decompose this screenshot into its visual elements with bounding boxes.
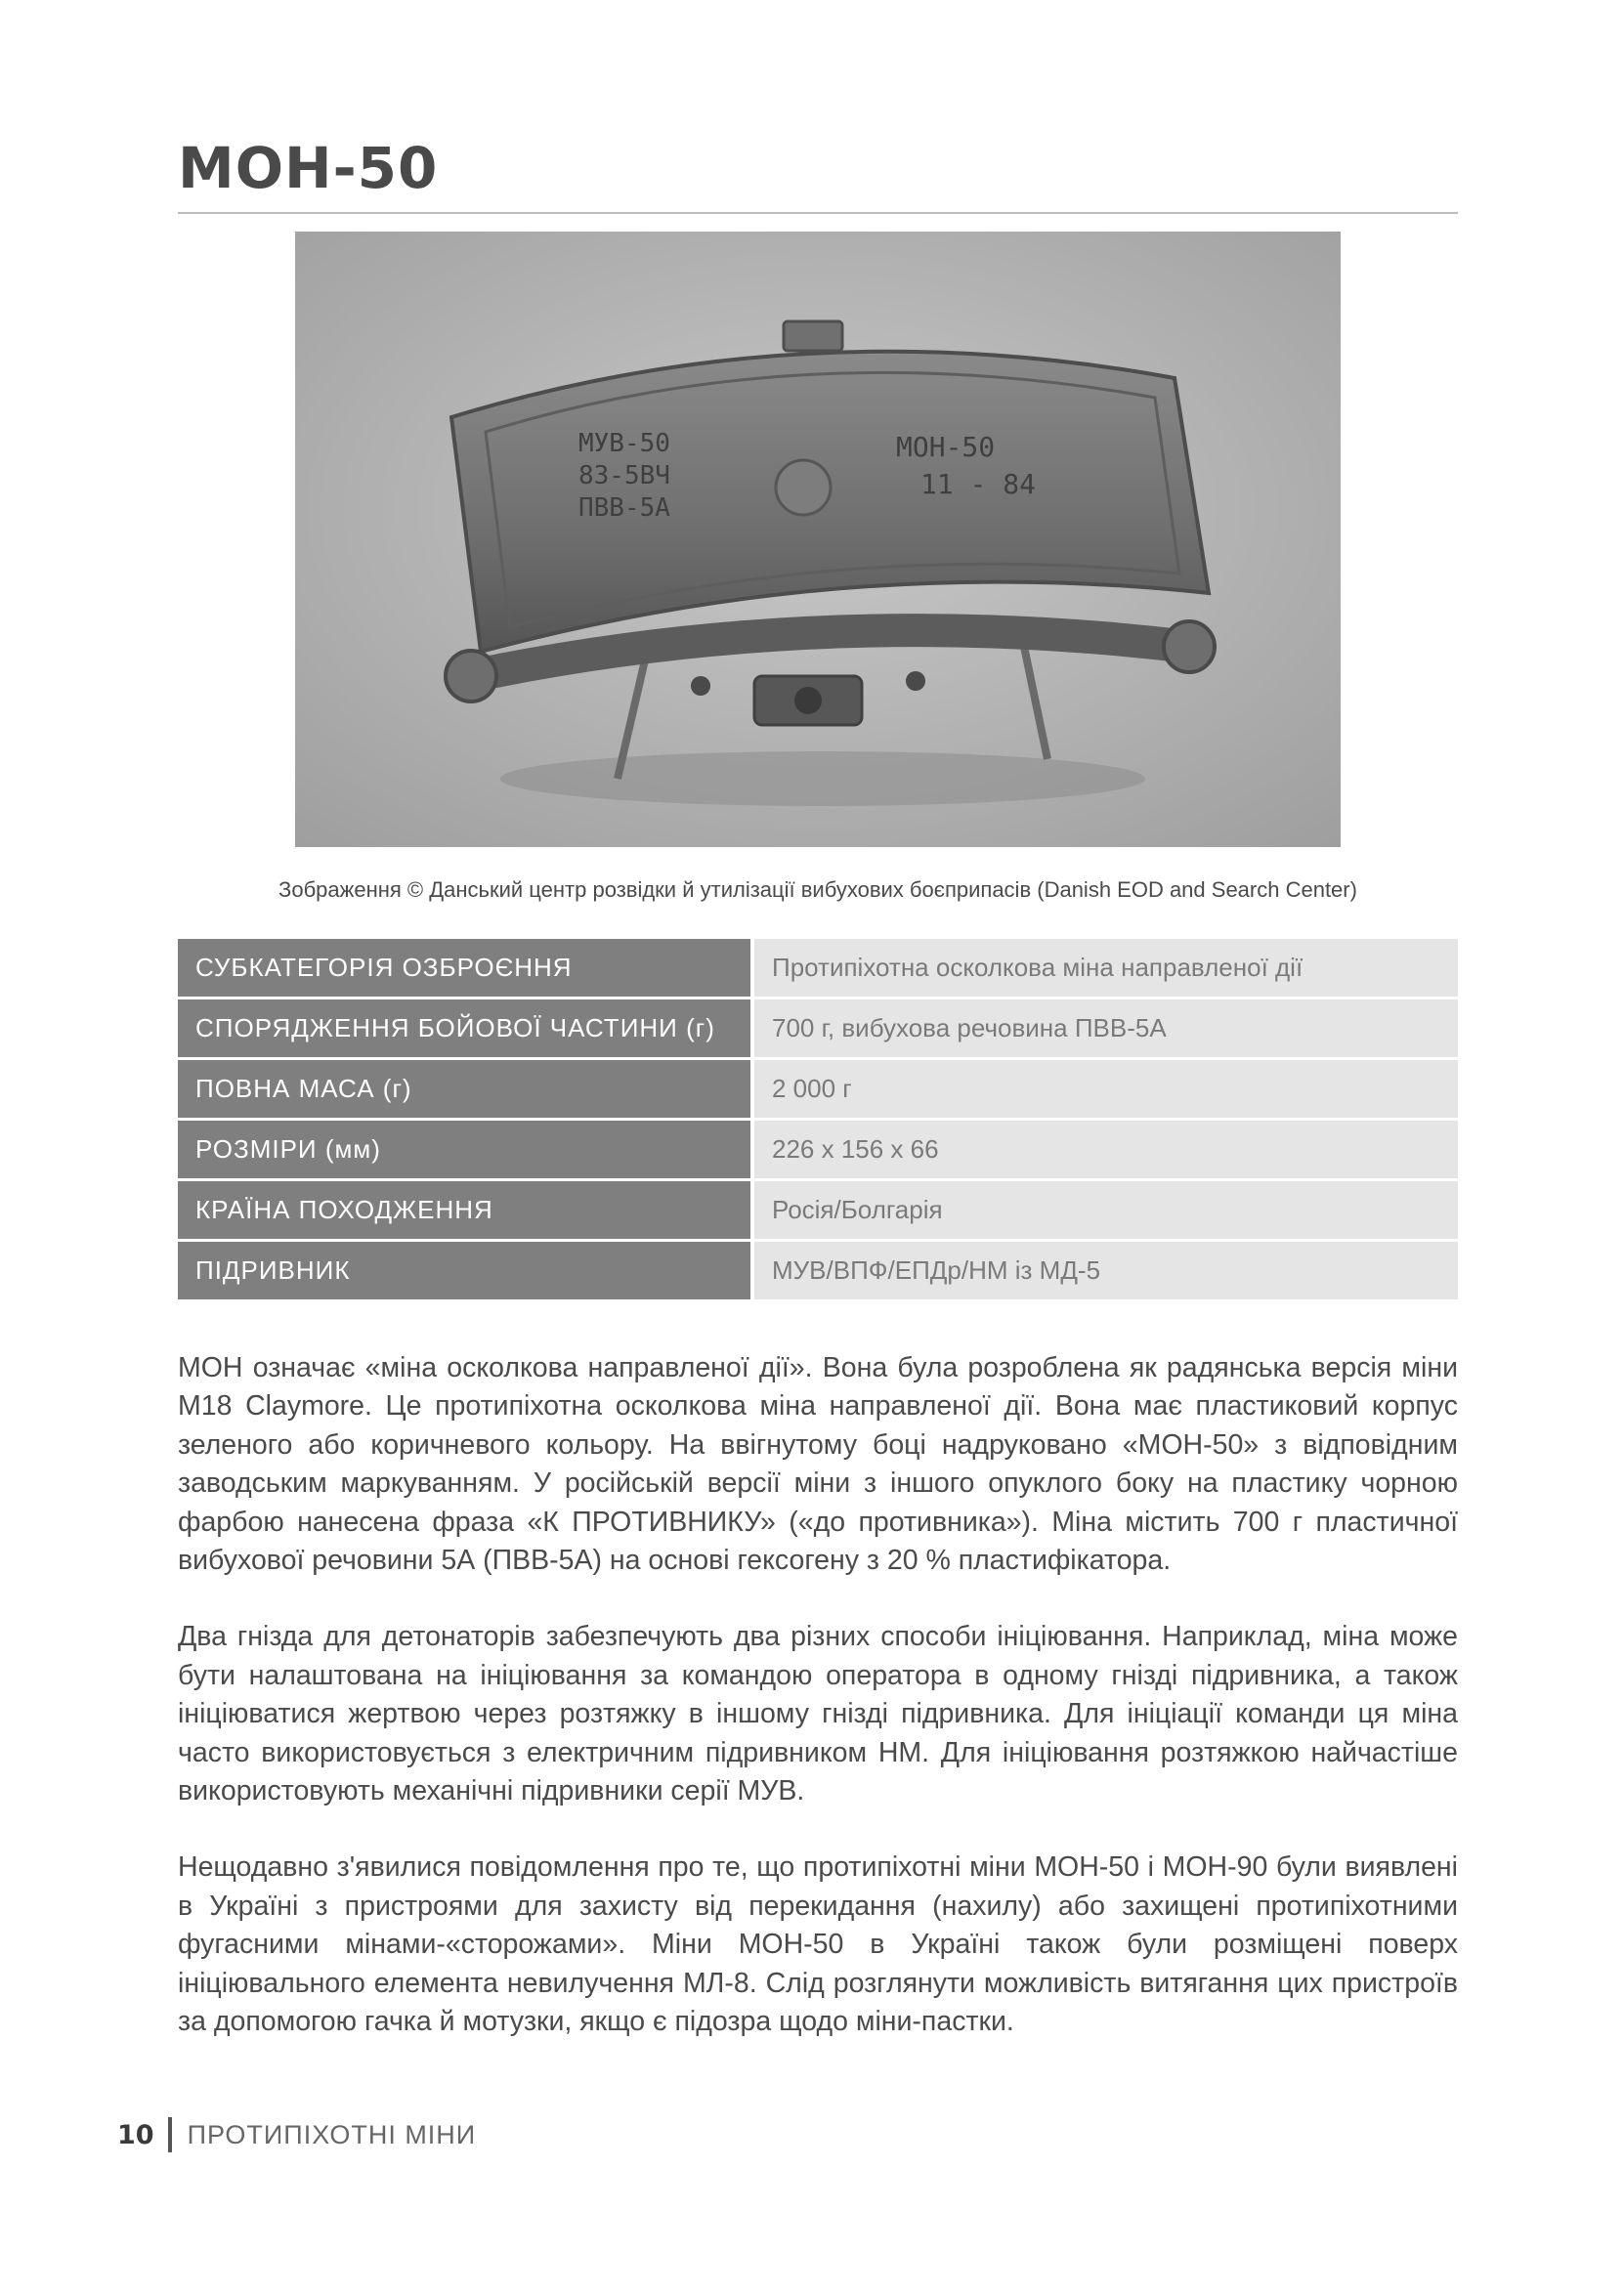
spec-key: СПОРЯДЖЕННЯ БОЙОВОЇ ЧАСТИНИ (г)	[178, 999, 750, 1057]
spec-value: Протипіхотна осколкова міна направленої дії	[750, 939, 1458, 997]
pivot-left	[446, 651, 496, 701]
table-row	[178, 1060, 1458, 1118]
photo-caption: Зображення © Данський центр розвідки й утилізації вибухових боєприпасів (Danish EOD and Search Center)	[278, 877, 1357, 902]
specs-table	[178, 936, 1458, 1302]
spec-key: РОЗМІРИ (мм)	[178, 1121, 750, 1178]
table-row	[178, 1121, 1458, 1178]
spec-key: ПІДРИВНИК	[178, 1242, 750, 1299]
paragraph: МОН означає «міна осколкова направленої дії». Вона була розроблена як радянська версія міни M18 Claymore. Це протипіхотна осколкова міна направленої дії. Вона має пластиковий корпус зеленого або коричневого кольору. На ввігнутому боці надруковано «МОН-50» з відповідним заводським маркуванням. У російській версії міни з іншого опуклого боку на пластику чорною фарбою нанесена фраза «К ПРОТИВНИКУ» («до противника»). Міна містить 700 г пластичної вибухової речовини 5А (ПВВ-5А) на основі гексогену з 20 % пластифікатора.	[178, 1352, 1458, 1577]
page-title: МОН-50	[178, 135, 439, 201]
spec-value: МУВ/ВПФ/ЕПДр/НМ із МД-5	[750, 1242, 1458, 1299]
shadow	[500, 751, 1145, 806]
spec-key: КРАЇНА ПОХОДЖЕННЯ	[178, 1181, 750, 1239]
table-row	[178, 939, 1458, 997]
paragraph: Нещодавно з'явилися повідомлення про те, що протипіхотні міни МОН-50 і МОН-90 були виявлені в Україні з пристроями для захисту від перекидання (нахилу) або захищені протипіхотними фугасними мінами-«сторожами». Міни МОН-50 в Україні також були розміщені поверх ініціювального елемента невилучення МЛ-8. Слід розглянути можливість витягання цих пристроїв за допомогою гачка й мотузки, якщо є підозра щодо міни-пастки.	[178, 1851, 1458, 2038]
screw-right	[906, 671, 925, 691]
title-divider	[178, 212, 1458, 214]
top-clip	[784, 321, 842, 351]
page-number: 10	[117, 2119, 154, 2150]
paragraph: Два гнізда для детонаторів забезпечують два різних способи ініціювання. Наприклад, міна може бути налаштована на ініціювання за командою оператора в одному гнізді підривника, а також ініціюватися жертвою через розтяжку в іншому гнізді підривника. Для ініціації команди ця міна часто використовується з електричним підривником НМ. Для ініціювання розтяжкою найчастіше використовують механічні підривники серії МУВ.	[178, 1621, 1458, 1807]
fuze-socket	[794, 687, 822, 714]
spec-value: Росія/Болгарія	[750, 1181, 1458, 1239]
marking-left-3: ПВВ-5А	[578, 493, 670, 523]
spec-value: 2 000 г	[750, 1060, 1458, 1118]
spec-key: СУБКАТЕГОРІЯ ОЗБРОЄННЯ	[178, 939, 750, 997]
section-title: ПРОТИПІХОТНІ МІНИ	[187, 2119, 477, 2149]
marking-right-1: МОН-50	[896, 431, 996, 463]
marking-left-1: МУВ-50	[578, 429, 670, 458]
spec-value: 226 х 156 х 66	[750, 1121, 1458, 1178]
page-footer	[117, 2117, 476, 2152]
mon-50-mine-illustration	[295, 232, 1341, 847]
mine-photo	[295, 232, 1341, 847]
table-row	[178, 1181, 1458, 1239]
spec-key: ПОВНА МАСА (г)	[178, 1060, 750, 1118]
marking-right-2: 11 - 84	[920, 468, 1037, 500]
screw-left	[691, 676, 710, 696]
table-row	[178, 999, 1458, 1057]
body-text	[178, 1349, 1458, 2080]
pivot-right	[1164, 621, 1215, 672]
table-row	[178, 1242, 1458, 1299]
footer-divider	[168, 2117, 172, 2152]
marking-left-2: 83-5ВЧ	[578, 461, 670, 490]
spec-value: 700 г, вибухова речовина ПВВ-5А	[750, 999, 1458, 1057]
center-marker	[776, 460, 831, 515]
